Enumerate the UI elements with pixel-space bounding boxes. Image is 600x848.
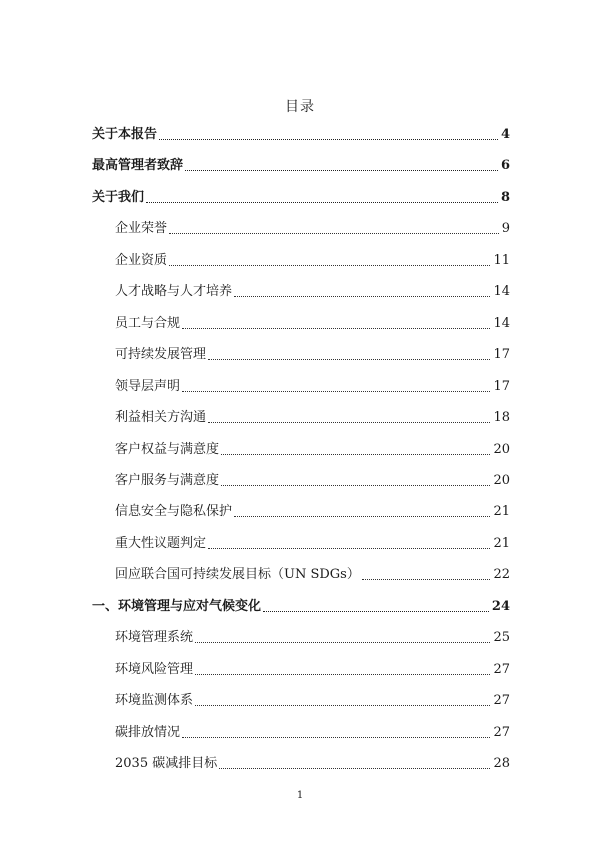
toc-entry-label: 关于我们 [92,189,145,205]
toc-entry-page: 20 [493,441,510,457]
toc-entry-page: 27 [493,724,510,740]
toc-entry[interactable] [115,690,510,712]
toc-entry[interactable] [115,313,510,335]
toc-entry[interactable] [115,281,510,303]
toc-entry-label: 环境风险管理 [115,661,194,677]
dot-leader [146,201,498,203]
dot-leader [195,673,490,675]
toc-entry[interactable] [115,250,510,272]
dot-leader [208,421,490,423]
dot-leader [208,358,490,360]
dot-leader [234,515,490,517]
toc-entry-page: 28 [493,756,510,771]
dot-leader [221,453,490,455]
toc-entry[interactable] [115,722,510,744]
toc-entry-page: 24 [491,598,510,614]
toc-entry[interactable] [115,344,510,366]
dot-leader [169,232,499,234]
toc-entry-label: 客户服务与满意度 [115,472,220,488]
toc-entry-label: 利益相关方沟通 [115,410,207,426]
toc-entry-page: 21 [493,535,510,551]
dot-leader [159,138,498,140]
toc-entry-label: 可持续发展管理 [115,347,207,363]
toc-entry-label: 员工与合规 [115,315,181,331]
toc-entry[interactable] [115,501,510,523]
toc-entry-page: 20 [493,472,510,488]
toc-entry-label: 环境管理系统 [115,630,194,646]
toc-entry[interactable] [115,376,510,398]
dot-leader [208,547,490,549]
toc-entry[interactable] [115,470,510,492]
dot-leader [182,327,490,329]
toc-entry-page: 27 [493,693,510,709]
toc-entry[interactable] [115,753,510,775]
toc-entry[interactable] [92,155,510,177]
toc-entry-page: 17 [493,378,510,394]
toc-entry-label: 最高管理者致辞 [92,158,184,174]
toc-entry-page: 8 [500,189,510,205]
toc-entry[interactable] [92,596,510,618]
toc-entry[interactable] [115,407,510,429]
dot-leader [195,641,490,643]
toc-entry-label: 2035 碳减排目标 [115,756,218,771]
toc-entry[interactable] [92,187,510,209]
dot-leader [195,704,490,706]
toc-entry-label: 碳排放情况 [115,724,181,740]
toc-entry[interactable] [115,533,510,555]
toc-entry-label: 人才战略与人才培养 [115,284,233,300]
dot-leader [219,767,490,769]
toc-entry-page: 17 [493,347,510,363]
dot-leader [221,484,490,486]
toc-entry-page: 18 [493,410,510,426]
dot-leader [182,390,490,392]
toc-entry-page: 27 [493,661,510,677]
toc-entry-label: 一、环境管理与应对气候变化 [92,598,262,614]
dot-leader [234,295,490,297]
toc-entry-label: 信息安全与隐私保护 [115,504,233,520]
toc-entry-page: 6 [500,158,510,174]
toc-entry-page: 14 [493,284,510,300]
toc-entry-label: 重大性议题判定 [115,535,207,551]
toc-entry-label: 企业荣誉 [115,221,168,237]
toc-entry[interactable] [92,124,510,146]
toc-entry[interactable] [115,627,510,649]
dot-leader [185,169,498,171]
toc-entry-page: 25 [493,630,510,646]
toc-entry-page: 14 [493,315,510,331]
toc-entry-page: 9 [501,221,510,237]
toc-entry-label: 企业资质 [115,252,168,268]
toc-title: 目录 [285,99,315,115]
toc-entry[interactable] [115,564,510,586]
toc-entry[interactable] [115,659,510,681]
dot-leader [263,610,489,612]
toc-entry-page: 21 [493,504,510,520]
toc-entry-label: 回应联合国可持续发展目标（UN SDGs） [115,567,360,583]
dot-leader [362,578,491,580]
dot-leader [182,736,490,738]
page-number: 1 [296,790,304,801]
toc-entry[interactable] [115,218,510,240]
toc-entry-page: 4 [500,127,510,142]
toc-entry[interactable] [115,439,510,461]
toc-entry-label: 关于本报告 [92,127,158,142]
toc-entry-label: 环境监测体系 [115,693,194,709]
dot-leader [169,264,490,266]
toc-entry-label: 客户权益与满意度 [115,441,220,457]
toc-entry-page: 22 [493,567,510,583]
toc-entry-label: 领导层声明 [115,378,181,394]
toc-entry-page: 11 [493,252,510,268]
